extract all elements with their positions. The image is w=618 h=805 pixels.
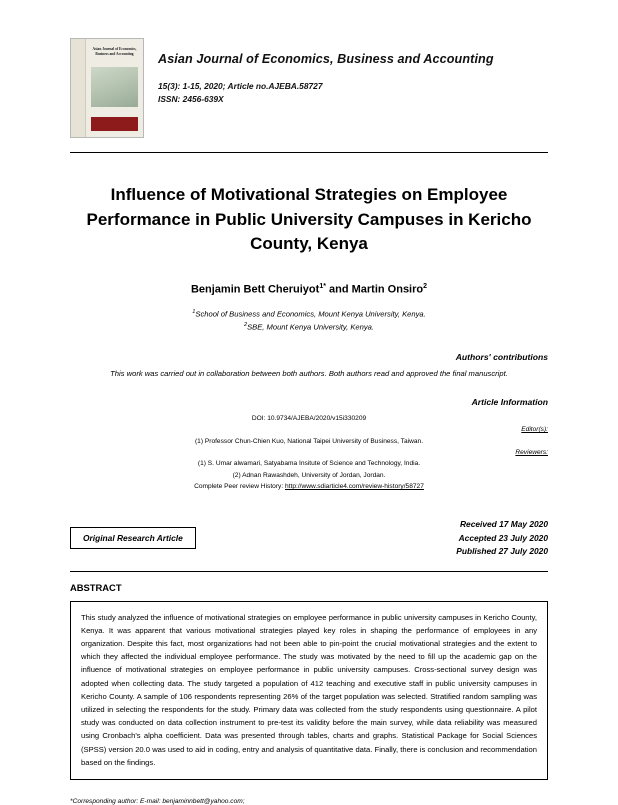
abstract-text: This study analyzed the influence of motivational strategies on employee performance in public university campuses in Kericho County, Kenya. It was apparent that various motivational strategies played key roles in shaping the performance of employees in any organization. Despite this fact, most organizations had not been able to pin-point the crucial motivational strategies and the extent to which they affected the individual employee performance. The study was motivated by the need to fill up the academic gap on the influence of motivational strategies on employee performance in public university campuses. Cross-sectional survey design was adopted when collecting data. The study targeted a population of 412 teaching and executive staff in public university campuses in Kericho County. A sample of 106 respondents representing 26% of the target population was selected. Stratified random sampling was utilized in selecting the respondents for the study. Primary data was collected from the study respondents using questionnaire. A pilot study was conducted on data collection instrument to pre-test its validity before the main survey, while data reliability was measured using Cronbach's alpha coefficient. Data was presented through tables, charts and graphs. Statistical Package for Social Sciences (SPSS) version 20.0 was used to aid in coding, entry and analysis of quantitative data. Finally, there is conclusion and recommendation based on the findings. [70, 601, 548, 780]
affiliation-2: $^2$SBE, Mount Kenya University, Kenya. [243, 322, 375, 332]
cover-photo [91, 67, 138, 107]
journal-issn: ISSN: 2456-639X [158, 94, 224, 105]
affiliations [70, 308, 548, 335]
header-divider [70, 152, 548, 153]
authors-contributions-heading: Authors' contributions [455, 352, 548, 363]
doi-line: DOI: 10.9734/AJEBA/2020/v15i330209 [251, 414, 367, 422]
article-status-row [70, 518, 548, 558]
page-title: Influence of Motivational Strategies on Employee Performance in Public University Campuses in Kericho County, Kenya [86, 185, 532, 254]
abstract-label: ABSTRACT [70, 581, 122, 593]
reviewer-1: (1) S. Umar alwamari, Satyabama Insitute of Science and Technology, India. [197, 460, 421, 468]
date-received: Received 17 May 2020 [460, 519, 548, 530]
authors-contributions-text: This work was carried out in collaboration between both authors. Both authors read and approved the final manuscript. [110, 369, 508, 379]
footnote-email[interactable]: benjaminnbett@yahoo.com; [162, 798, 245, 805]
cover-spine [71, 39, 86, 137]
peer-review-history-line [70, 481, 548, 492]
masthead-text [158, 38, 548, 106]
author-list: Benjamin Bett Cheruiyot$^{1*}$ and Martin Onsiro$^2$ [190, 282, 428, 296]
peer-review-link[interactable]: http://www.sdiarticle4.com/review-history/58727 [285, 482, 424, 490]
abstract-divider [70, 571, 548, 572]
journal-issue-line: 15(3): 1-15, 2020; Article no.AJEBA.58727 [158, 81, 323, 91]
date-accepted: Accepted 23 July 2020 [458, 532, 548, 543]
journal-name: Asian Journal of Economics, Business and Accounting [158, 52, 494, 66]
article-dates [456, 518, 548, 558]
reviewer-2: (2) Adnan Rawashdeh, University of Jordan, Jordan. [232, 471, 386, 479]
status-badge: Original Research Article [70, 527, 196, 549]
article-information-block [70, 413, 548, 492]
affiliation-1: $^1$School of Business and Economics, Mount Kenya University, Kenya. [192, 308, 426, 319]
masthead [70, 38, 548, 138]
editors-label: Editor(s): [521, 426, 548, 434]
date-published: Published 27 July 2020 [456, 546, 548, 557]
editor-1: (1) Professor Chun-Chien Kuo, National Taipei University of Business, Taiwan. [194, 437, 424, 445]
reviewers-label: Reviewers: [515, 448, 548, 456]
corresponding-author-footnote [70, 798, 548, 805]
cover-footer-band [91, 117, 138, 131]
peer-review-prefix: Complete Peer review History: [194, 482, 285, 490]
cover-title: Asian Journal of Economics, Business and Accounting [92, 47, 137, 57]
journal-cover-image [70, 38, 144, 138]
footnote-prefix: *Corresponding author: E-mail: [70, 798, 163, 805]
article-information-heading: Article Information [471, 396, 548, 407]
